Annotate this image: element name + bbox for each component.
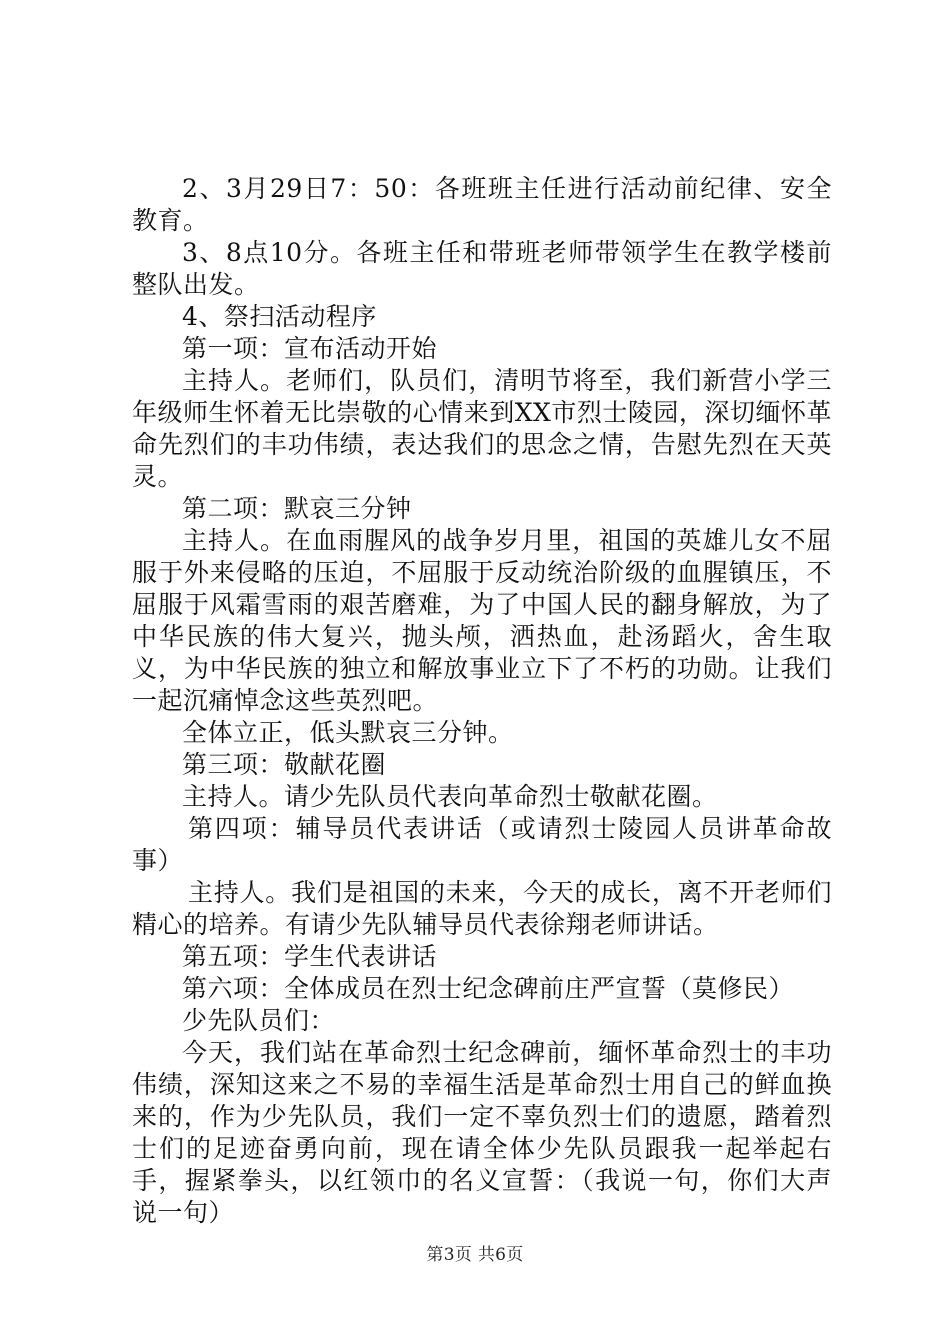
paragraph-schedule-3: 3、8点10分。各班主任和带班老师带领学生在教学楼前整队出发。 xyxy=(132,238,832,299)
paragraph-item-5-heading: 第五项：学生代表讲话 xyxy=(182,942,438,971)
paragraph-item-4-heading: 第四项：辅导员代表讲话（或请烈士陵园人员讲革命故事） xyxy=(132,814,832,875)
paragraph-oath-intro: 今天，我们站在革命烈士纪念碑前，缅怀革命烈士的丰功伟绩，深知这来之不易的幸福生活是革命烈士用自己的鲜血换来的，作为少先队员，我们一定不辜负烈士们的遗愿，踏着烈士们的足迹奋勇向前，现在请全体少先队员跟我一起举起右手，握紧拳头，以红领巾的名义宣誓：（我说一句，你们大声说一句） xyxy=(132,1038,832,1227)
paragraph-pioneers-address: 少先队员们： xyxy=(182,1006,336,1035)
paragraph-stand-silent: 全体立正，低头默哀三分钟。 xyxy=(182,718,514,747)
document-body xyxy=(132,173,832,1229)
paragraph-host-opening: 主持人。老师们，队员们，清明节将至，我们新营小学三年级师生怀着无比崇敬的心情来到XX市烈士陵园，深切缅怀革命先烈们的丰功伟绩，表达我们的思念之情，告慰先烈在天英灵。 xyxy=(132,366,832,491)
paragraph-host-silence: 主持人。在血雨腥风的战争岁月里，祖国的英雄儿女不屈服于外来侵略的压迫，不屈服于反动统治阶级的血腥镇压，不屈服于风霜雪雨的艰苦磨难，为了中国人民的翻身解放，为了中华民族的伟大复兴，抛头颅，洒热血，赴汤蹈火，舍生取义，为中华民族的独立和解放事业立下了不朽的功勋。让我们一起沉痛悼念这些英烈吧。 xyxy=(132,526,832,715)
paragraph-schedule-4: 4、祭扫活动程序 xyxy=(182,302,377,331)
paragraph-item-1-heading: 第一项：宣布活动开始 xyxy=(182,334,438,363)
paragraph-item-6-heading: 第六项：全体成员在烈士纪念碑前庄严宣誓（莫修民） xyxy=(182,974,795,1003)
paragraph-item-2-heading: 第二项：默哀三分钟 xyxy=(182,494,412,523)
paragraph-item-3-heading: 第三项：敬献花圈 xyxy=(182,750,387,779)
paragraph-schedule-2: 2、3月29日7：50：各班班主任进行活动前纪律、安全教育。 xyxy=(132,174,832,235)
paragraph-host-wreath: 主持人。请少先队员代表向革命烈士敬献花圈。 xyxy=(182,782,718,811)
page-number-footer: 第3页 共6页 xyxy=(426,1245,524,1265)
paragraph-host-counselor: 主持人。我们是祖国的未来，今天的成长，离不开老师们精心的培养。有请少先队辅导员代表徐翔老师讲话。 xyxy=(132,878,832,939)
